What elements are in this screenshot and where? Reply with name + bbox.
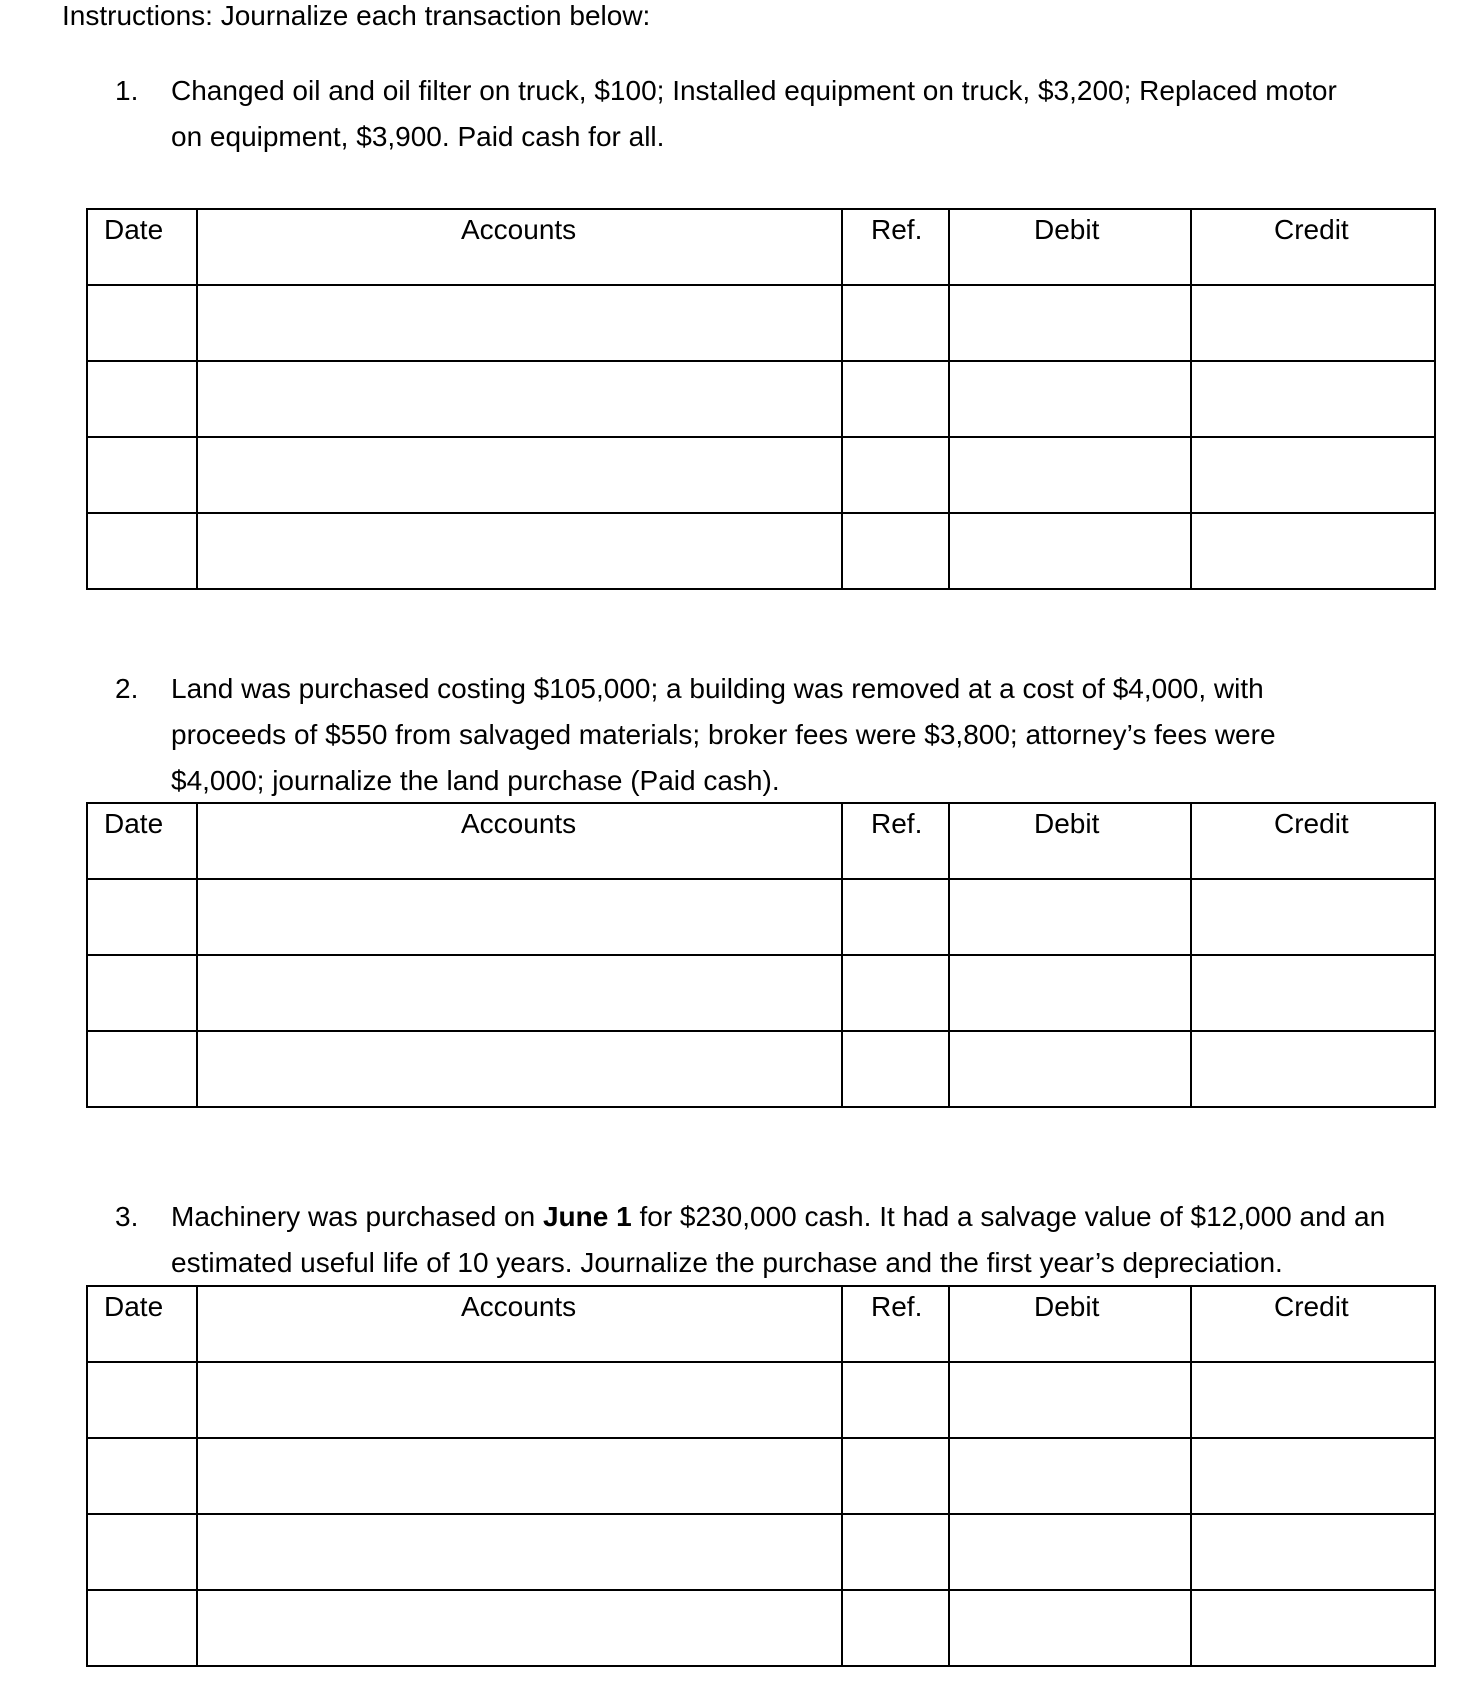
- credit-cell[interactable]: [1191, 437, 1435, 513]
- journal-entry-row: [87, 1362, 1435, 1438]
- credit-cell[interactable]: [1191, 285, 1435, 361]
- accounts-cell[interactable]: [197, 361, 842, 437]
- credit-cell[interactable]: [1191, 1438, 1435, 1514]
- debit-cell[interactable]: [949, 513, 1191, 589]
- accounts-cell[interactable]: [197, 513, 842, 589]
- column-header-date: Date: [87, 803, 197, 879]
- transaction-text-line: $4,000; journalize the land purchase (Paid cash).: [171, 765, 780, 796]
- date-cell[interactable]: [87, 1590, 197, 1666]
- column-header-accounts: Accounts: [197, 1286, 842, 1362]
- transaction-text: [171, 666, 1276, 804]
- accounts-cell[interactable]: [197, 955, 842, 1031]
- transaction-number: 1.: [115, 75, 139, 106]
- ref-cell[interactable]: [842, 285, 949, 361]
- transaction-date-emphasis: June 1: [542, 1201, 632, 1232]
- debit-cell[interactable]: [949, 1438, 1191, 1514]
- journal-table-1: [86, 208, 1436, 590]
- ref-cell[interactable]: [842, 1514, 949, 1590]
- column-header-debit: Debit: [949, 209, 1191, 285]
- debit-cell[interactable]: [949, 361, 1191, 437]
- credit-cell[interactable]: [1191, 361, 1435, 437]
- date-cell[interactable]: [87, 955, 197, 1031]
- column-header-date: Date: [87, 209, 197, 285]
- credit-cell[interactable]: [1191, 1514, 1435, 1590]
- credit-cell[interactable]: [1191, 513, 1435, 589]
- journal-table-2: [86, 802, 1436, 1108]
- credit-cell[interactable]: [1191, 955, 1435, 1031]
- date-cell[interactable]: [87, 361, 197, 437]
- date-cell[interactable]: [87, 1362, 197, 1438]
- journal-entry-row: [87, 1514, 1435, 1590]
- column-header-date: Date: [87, 1286, 197, 1362]
- accounts-cell[interactable]: [197, 1031, 842, 1107]
- journal-entry-row: [87, 1590, 1435, 1666]
- transaction-text-segment: for $230,000 cash. It had a salvage value of $12,000 and an: [631, 1201, 1386, 1232]
- column-header-credit: Credit: [1191, 1286, 1435, 1362]
- date-cell[interactable]: [87, 1438, 197, 1514]
- debit-cell[interactable]: [949, 1590, 1191, 1666]
- transaction-2: [115, 666, 1276, 804]
- journal-header-row: [87, 803, 1435, 879]
- accounts-cell[interactable]: [197, 437, 842, 513]
- credit-cell[interactable]: [1191, 1590, 1435, 1666]
- accounts-cell[interactable]: [197, 879, 842, 955]
- column-header-credit: Credit: [1191, 803, 1435, 879]
- ref-cell[interactable]: [842, 879, 949, 955]
- credit-cell[interactable]: [1191, 1362, 1435, 1438]
- transaction-number: 3.: [115, 1201, 139, 1232]
- journal-entry-row: [87, 879, 1435, 955]
- column-header-ref: Ref.: [842, 803, 949, 879]
- journal-table-3: [86, 1285, 1436, 1667]
- transaction-text: [171, 1194, 1385, 1286]
- journal-entry-row: [87, 361, 1435, 437]
- transaction-text-line: estimated useful life of 10 years. Journalize the purchase and the first year’s depreciation.: [171, 1247, 1283, 1278]
- column-header-ref: Ref.: [842, 1286, 949, 1362]
- date-cell[interactable]: [87, 879, 197, 955]
- column-header-ref: Ref.: [842, 209, 949, 285]
- accounts-cell[interactable]: [197, 1362, 842, 1438]
- journal-entry-row: [87, 513, 1435, 589]
- credit-cell[interactable]: [1191, 1031, 1435, 1107]
- transaction-text-line: Changed oil and oil filter on truck, $100; Installed equipment on truck, $3,200; Replaced motor: [171, 75, 1337, 106]
- transaction-text: [171, 68, 1337, 160]
- journal-entry-row: [87, 437, 1435, 513]
- debit-cell[interactable]: [949, 1514, 1191, 1590]
- debit-cell[interactable]: [949, 1362, 1191, 1438]
- ref-cell[interactable]: [842, 513, 949, 589]
- date-cell[interactable]: [87, 1514, 197, 1590]
- transaction-text-segment: Machinery was purchased on: [171, 1201, 543, 1232]
- date-cell[interactable]: [87, 513, 197, 589]
- debit-cell[interactable]: [949, 1031, 1191, 1107]
- debit-cell[interactable]: [949, 285, 1191, 361]
- instructions-heading: Instructions: Journalize each transaction below:: [62, 0, 651, 31]
- journal-entry-row: [87, 955, 1435, 1031]
- ref-cell[interactable]: [842, 1438, 949, 1514]
- column-header-accounts: Accounts: [197, 803, 842, 879]
- date-cell[interactable]: [87, 285, 197, 361]
- journal-entry-row: [87, 285, 1435, 361]
- transaction-1: [115, 68, 1337, 160]
- debit-cell[interactable]: [949, 437, 1191, 513]
- debit-cell[interactable]: [949, 955, 1191, 1031]
- accounts-cell[interactable]: [197, 1514, 842, 1590]
- date-cell[interactable]: [87, 1031, 197, 1107]
- column-header-credit: Credit: [1191, 209, 1435, 285]
- ref-cell[interactable]: [842, 1590, 949, 1666]
- column-header-accounts: Accounts: [197, 209, 842, 285]
- transaction-text-line: Land was purchased costing $105,000; a building was removed at a cost of $4,000, with: [171, 673, 1264, 704]
- transaction-text-line: proceeds of $550 from salvaged materials; broker fees were $3,800; attorney’s fees were: [171, 719, 1276, 750]
- journal-entry-row: [87, 1438, 1435, 1514]
- column-header-debit: Debit: [949, 1286, 1191, 1362]
- transaction-text-line: [171, 1194, 1385, 1240]
- debit-cell[interactable]: [949, 879, 1191, 955]
- transaction-text-line: on equipment, $3,900. Paid cash for all.: [171, 121, 665, 152]
- accounts-cell[interactable]: [197, 1438, 842, 1514]
- transaction-number: 2.: [115, 673, 139, 704]
- ref-cell[interactable]: [842, 955, 949, 1031]
- column-header-debit: Debit: [949, 803, 1191, 879]
- journal-header-row: [87, 209, 1435, 285]
- journal-entry-row: [87, 1031, 1435, 1107]
- ref-cell[interactable]: [842, 437, 949, 513]
- accounts-cell[interactable]: [197, 285, 842, 361]
- ref-cell[interactable]: [842, 1362, 949, 1438]
- ref-cell[interactable]: [842, 361, 949, 437]
- journal-header-row: [87, 1286, 1435, 1362]
- credit-cell[interactable]: [1191, 879, 1435, 955]
- transaction-3: [115, 1194, 1385, 1286]
- ref-cell[interactable]: [842, 1031, 949, 1107]
- date-cell[interactable]: [87, 437, 197, 513]
- accounts-cell[interactable]: [197, 1590, 842, 1666]
